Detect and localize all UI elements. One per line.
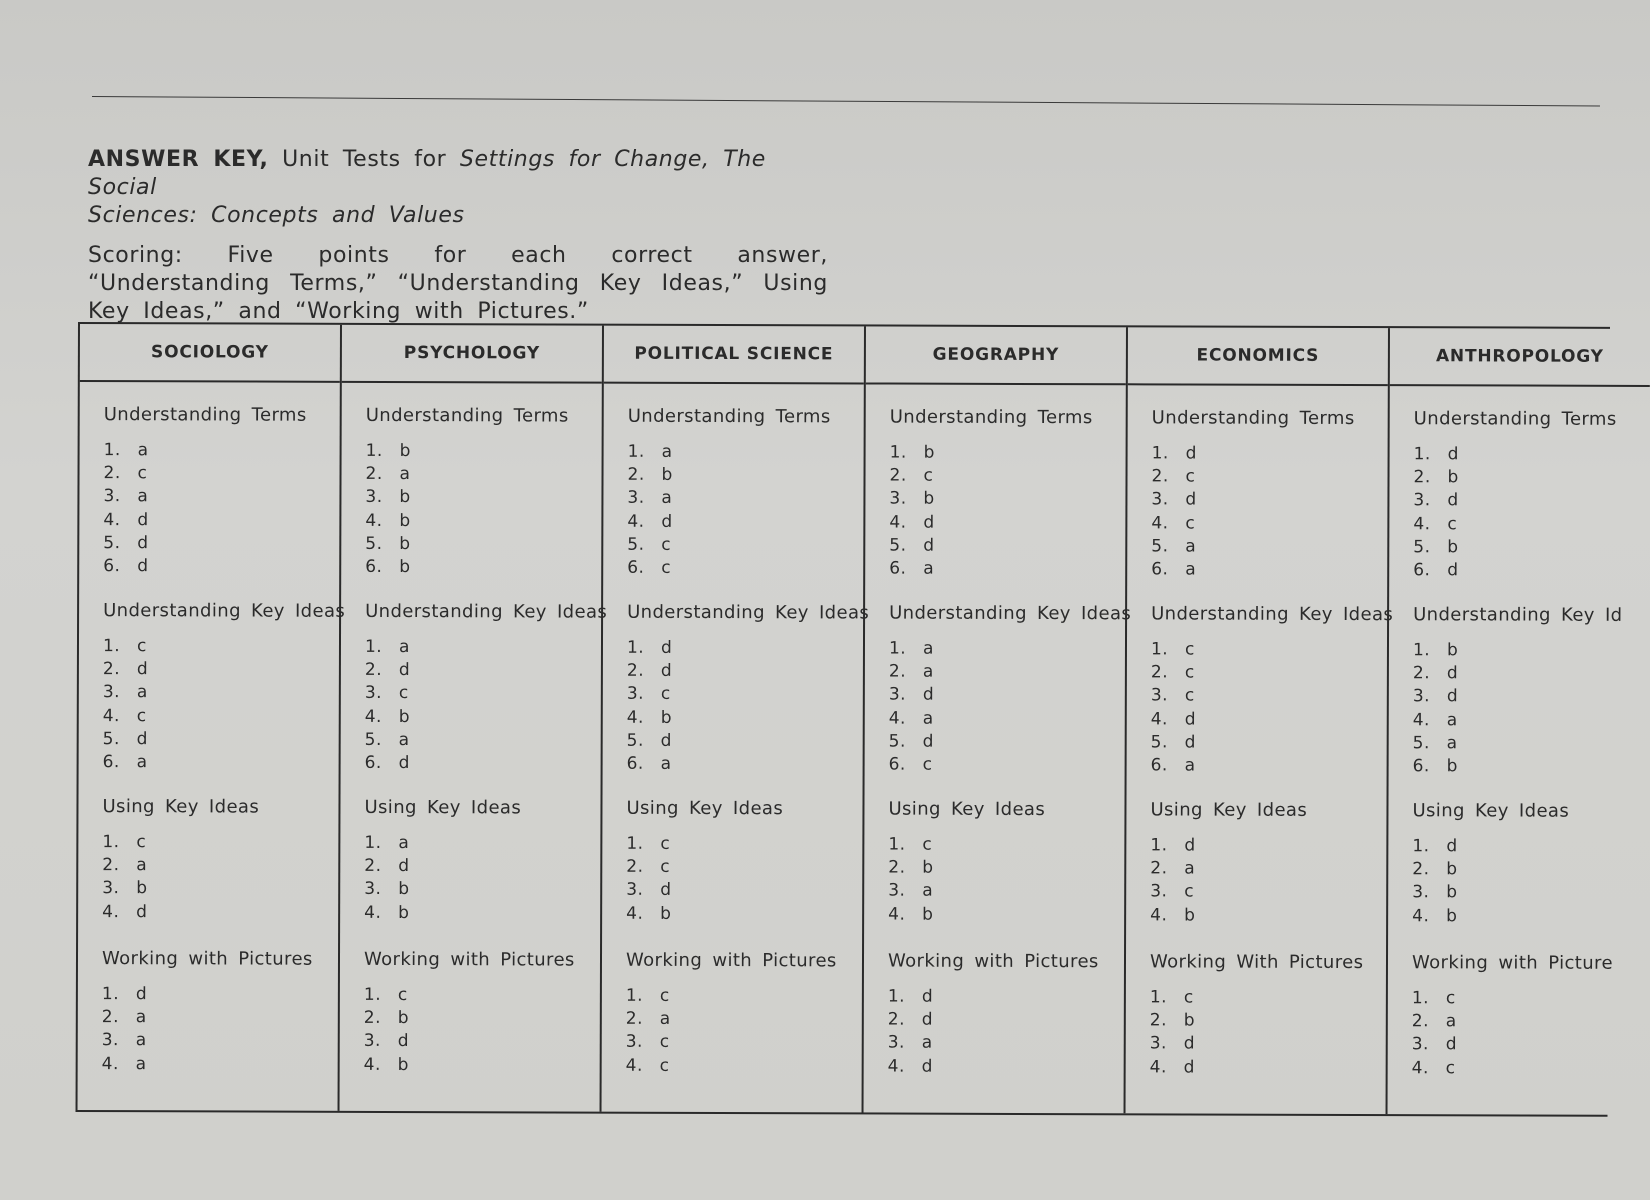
answer-section [888,799,1124,952]
answer-item: 2. b [888,857,934,878]
subject-answers [1126,385,1394,1104]
answer-section [888,951,1124,1104]
answer-section [102,948,338,1101]
answer-item: 4. a [1412,709,1458,730]
answer-item: 2. a [101,1007,147,1028]
answer-key-table [76,322,1623,1117]
answer-section [627,406,864,603]
answer-item: 1. b [365,440,411,462]
answer-item: 1. d [1413,444,1459,465]
subject-column [864,326,1132,1113]
answer-section [1412,800,1648,953]
answer-item: 4. c [1411,1057,1456,1078]
answer-item: 6. a [102,752,148,773]
answer-item: 4. b [363,1054,409,1075]
answer-item: 3. b [364,879,410,900]
answer-item: 2. a [1411,1011,1457,1032]
answer-section [364,949,600,1102]
answer-item: 4. b [365,510,411,531]
answer-item: 2. d [626,660,673,682]
answer-item: 6. c [627,557,672,578]
answer-item: 3. b [102,878,148,899]
answer-item: 5. a [364,729,410,750]
answer-item: 3. a [102,682,148,703]
answer-item: 1. c [102,832,147,853]
answer-section [1150,799,1386,952]
answer-item: 2. d [1412,663,1459,684]
answer-item: 5. d [1150,732,1197,753]
subject-answers [864,384,1132,1103]
answer-item: 1. c [626,833,671,854]
subject-answers [340,383,608,1102]
answer-item: 1. a [888,638,934,659]
answer-item: 4. a [888,708,934,729]
answer-item: 3. c [1150,685,1195,706]
section-title: Using Key Ideas [1412,800,1570,822]
subject-column [340,325,608,1112]
section-title: Working with Picture [1411,952,1613,974]
section-title: Understanding Terms [627,405,831,428]
answer-item: 2. a [1150,858,1196,879]
answer-item: 4. d [627,511,673,532]
answer-section [626,950,862,1103]
answer-item: 2. b [1149,1010,1196,1031]
answer-item: 3. d [1413,490,1459,511]
section-title: Understanding Terms [365,404,569,427]
answer-item: 2. b [1412,859,1458,880]
section-title: Working With Pictures [1149,951,1364,974]
answer-item: 2. b [1413,467,1459,488]
answer-section [103,404,340,601]
answer-item: 2. a [365,464,411,485]
answer-item: 3. d [888,684,935,706]
answer-item: 2. d [102,659,149,680]
answer-item: 3. d [1151,489,1197,510]
subject-answers [602,384,870,1103]
section-title: Understanding Terms [103,404,307,426]
answer-section [364,797,600,950]
answer-item: 3. c [1150,881,1195,902]
subject-heading: SOCIOLOGY [80,324,340,383]
section-title: Understanding Key Ideas [889,602,1132,625]
section-title: Working with Pictures [101,948,313,970]
answer-item: 4. b [626,707,673,728]
answer-item: 5. d [103,532,149,554]
answer-item: 4. b [364,902,410,923]
answer-section [889,407,1126,604]
section-title: Understanding Key Ideas [103,600,346,622]
answer-item: 2. d [364,856,410,877]
answer-item: 2. b [627,464,673,486]
answer-section [102,796,338,949]
section-title: Understanding Key Ideas [365,600,608,623]
answer-item: 3. d [363,1031,410,1052]
answer-item: 2. c [1150,662,1195,683]
answer-item: 5. d [626,730,673,751]
answer-item: 5. a [1151,536,1197,557]
subject-heading: ANTHROPOLOGY [1390,328,1650,387]
answer-item: 4. b [364,706,411,727]
answer-item: 2. d [364,660,411,681]
answer-item: 1. c [625,985,670,1006]
answer-key-label: ANSWER KEY, [88,147,269,172]
answer-section [1413,408,1650,605]
book-title-part-1: Settings for Change, The Social [88,147,766,200]
answer-item: 3. c [625,1032,670,1053]
answer-item: 2. c [889,465,934,486]
answer-item: 2. a [888,661,934,682]
answer-item: 5. a [1412,733,1458,754]
answer-item: 1. c [1150,639,1195,660]
answer-item: 1. a [103,440,149,461]
answer-item: 1. c [363,984,408,1006]
section-title: Understanding Terms [1413,408,1617,430]
answer-item: 1. a [627,441,673,462]
answer-item: 3. a [887,1032,933,1054]
answer-section [364,600,608,798]
answer-item: 4. d [1149,1056,1195,1078]
section-title: Understanding Terms [889,406,1093,429]
answer-item: 4. b [888,904,934,925]
answer-item: 6. a [626,753,672,774]
subject-heading: POLITICAL SCIENCE [604,326,864,385]
answer-item: 1. d [1151,443,1197,464]
answer-item: 4. c [102,705,147,726]
answer-key-header [88,146,828,326]
answer-item: 3. b [889,488,935,510]
answer-item: 5. b [1413,537,1459,558]
answer-section [365,405,602,602]
answer-item: 3. a [101,1030,147,1051]
section-title: Working with Pictures [887,950,1099,973]
subject-column [602,326,870,1113]
answer-item: 3. a [888,880,934,902]
answer-item: 3. c [626,684,671,705]
answer-item: 6. d [364,752,410,774]
section-title: Using Key Ideas [102,796,260,818]
answer-item: 2. c [103,463,148,484]
answer-item: 6. d [1413,560,1459,581]
answer-item: 1. b [1412,640,1459,661]
answer-item: 5. c [627,534,672,555]
scoring-note: Scoring: Five points for each correct answer, “Understanding Terms,” “Understanding Key Ideas,” Using Key Ideas,” and “Working with Pictures.” [88,243,828,324]
answer-item: 3. a [103,486,149,507]
subject-heading: ECONOMICS [1128,327,1388,386]
answer-item: 4. c [1151,512,1196,534]
answer-item: 6. c [888,754,933,775]
answer-item: 4. a [101,1053,147,1074]
section-title: Using Key Ideas [626,797,784,820]
answer-item: 5. d [102,728,149,750]
answer-item: 5. b [365,533,411,554]
answer-section [102,600,346,797]
answer-item: 3. d [626,880,672,901]
answer-item: 1. c [1411,988,1456,1009]
title-plain-text: Unit Tests for [268,147,460,172]
answer-item: 4. c [1413,513,1458,534]
answer-item: 6. a [1150,755,1196,776]
answer-item: 4. d [887,1056,933,1077]
answer-item: 4. b [1150,904,1196,926]
answer-item: 2. a [102,855,148,876]
section-title: Using Key Ideas [364,796,522,819]
answer-item: 1. d [1150,835,1196,856]
answer-item: 4. b [626,903,672,924]
answer-item: 4. d [103,509,149,530]
subject-heading: PSYCHOLOGY [342,325,602,384]
book-title-part-2: Sciences: Concepts and Values [88,203,465,228]
section-title: Understanding Terms [1151,407,1355,430]
answer-section [888,602,1132,800]
page-title [88,146,828,230]
answer-section [1150,603,1394,800]
answer-item: 2. d [887,1009,934,1030]
answer-item: 5. d [888,731,935,752]
answer-item: 1. a [364,636,410,658]
subject-column [1388,328,1650,1115]
answer-item: 1. c [888,834,933,855]
answer-item: 2. c [626,856,671,878]
answer-section [626,601,870,799]
answer-item: 1. d [101,984,148,1005]
section-title: Working with Pictures [363,948,575,971]
answer-item: 6. a [889,558,935,579]
answer-item: 3. b [365,487,411,508]
answer-item: 1. d [887,986,934,1007]
answer-item: 3. c [364,683,409,704]
section-title: Working with Pictures [625,949,837,972]
subject-answers [1388,386,1650,1105]
answer-item: 3. a [627,488,673,509]
answer-item: 4. b [1412,905,1458,926]
answer-item: 1. c [1149,987,1194,1008]
answer-item: 1. d [626,637,673,658]
answer-item: 1. d [1412,836,1458,857]
answer-item: 4. d [102,901,148,922]
answer-item: 6. a [1151,559,1197,580]
answer-section [1413,604,1650,801]
subject-heading: GEOGRAPHY [866,326,1126,385]
answer-item: 1. a [364,832,410,854]
section-title: Understanding Key Ideas [1151,603,1394,626]
answer-section [626,798,862,951]
section-title: Using Key Ideas [1150,799,1308,821]
answer-item: 4. c [625,1055,670,1076]
answer-item: 4. d [889,512,935,533]
answer-section [1150,951,1386,1104]
section-title: Understanding Key Ideas [627,601,870,624]
subject-column [1126,327,1394,1114]
answer-item: 3. b [1412,882,1458,903]
answer-item: 2. b [363,1008,410,1029]
answer-item: 6. d [103,556,149,577]
section-title: Understanding Key Id [1413,604,1623,626]
answer-section [1412,952,1648,1105]
subject-answers [78,382,346,1101]
answer-item: 6. b [1412,756,1458,777]
answer-item: 1. c [102,636,147,657]
answer-item: 4. d [1150,708,1197,730]
answer-section [1151,407,1388,604]
top-rule [92,96,1600,106]
subject-column [78,324,346,1111]
answer-item: 1. b [889,442,935,463]
answer-item: 5. d [889,535,935,556]
answer-item: 3. d [1412,686,1459,707]
answer-item: 3. d [1149,1033,1196,1054]
section-title: Using Key Ideas [888,798,1046,821]
answer-item: 2. c [1151,466,1196,487]
answer-item: 3. d [1411,1034,1458,1055]
answer-item: 6. b [365,556,411,578]
answer-item: 2. a [625,1008,671,1030]
